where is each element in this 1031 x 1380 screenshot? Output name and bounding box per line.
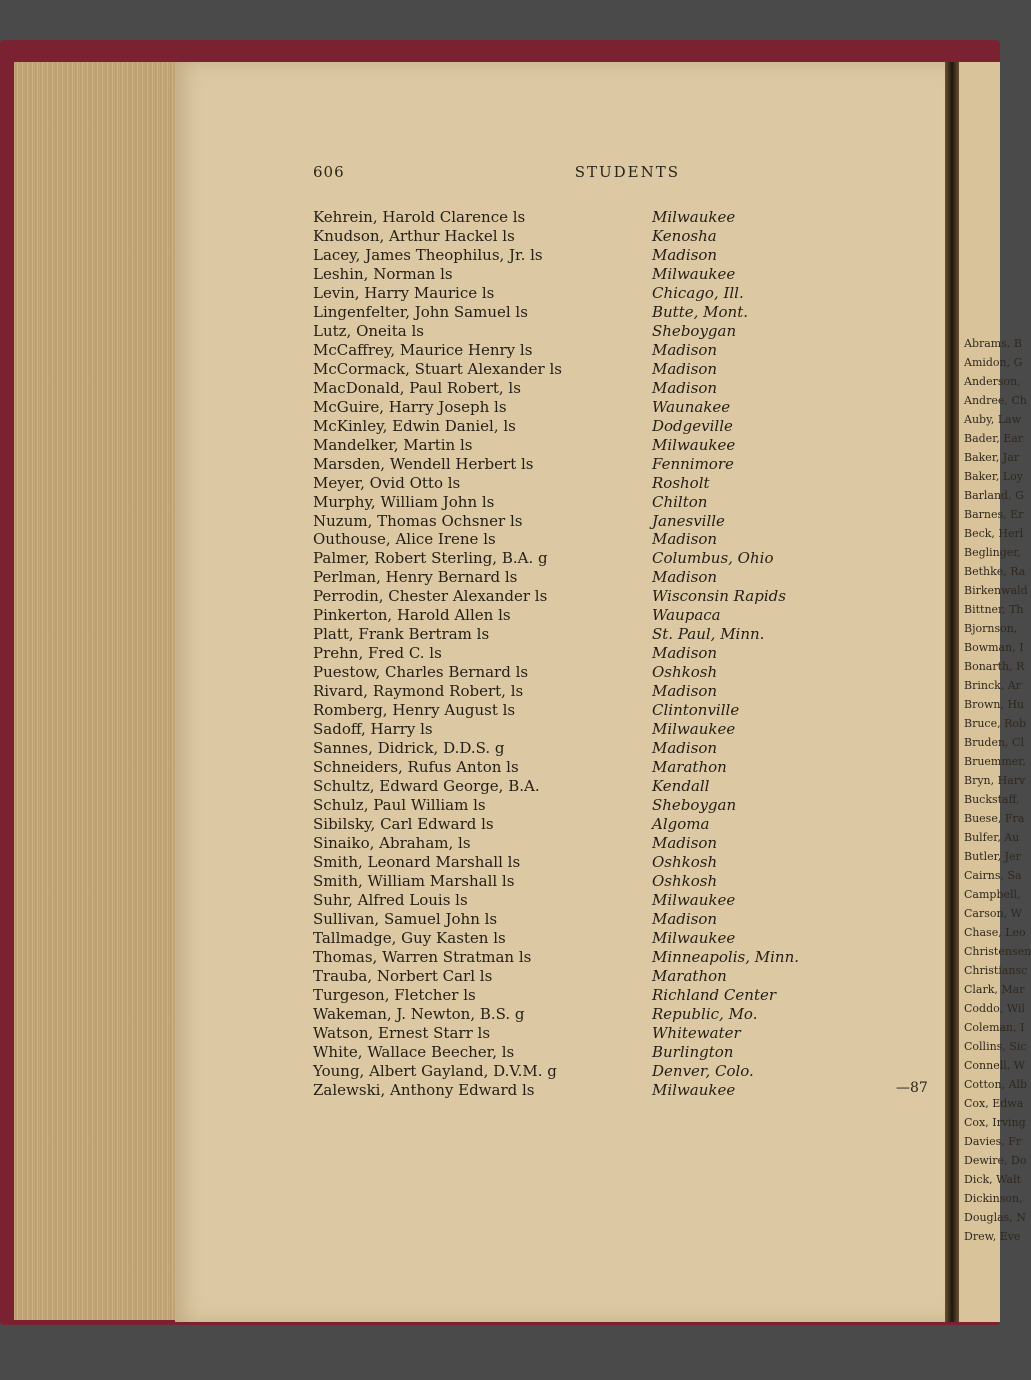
book-gutter xyxy=(945,62,959,1322)
next-page-name: Abrams, B xyxy=(964,337,1022,350)
next-page-name: Clark, Mar xyxy=(964,983,1025,996)
student-entry xyxy=(313,815,873,834)
student-hometown: Dodgeville xyxy=(652,416,733,435)
student-name: Smith, Leonard Marshall ls xyxy=(313,852,521,871)
student-hometown: Madison xyxy=(652,378,718,397)
student-name: Zalewski, Anthony Edward ls xyxy=(313,1080,535,1099)
next-page-name: Bonarth, R xyxy=(964,660,1025,673)
student-hometown: Madison xyxy=(652,739,718,758)
next-page-name: Bruemmer, xyxy=(964,755,1026,768)
next-page-name: Butler, Jer xyxy=(964,850,1021,863)
student-hometown: Oshkosh xyxy=(652,852,718,871)
page-header xyxy=(313,163,680,185)
student-hometown: Madison xyxy=(652,340,718,359)
student-hometown: Madison xyxy=(652,909,718,928)
student-hometown: Madison xyxy=(652,530,718,549)
student-name: Sullivan, Samuel John ls xyxy=(313,909,498,928)
next-page-name: Auby, Law xyxy=(964,413,1022,426)
next-page-name: Dewire, Do xyxy=(964,1154,1027,1167)
student-entry xyxy=(313,967,873,986)
student-entry xyxy=(313,246,873,265)
next-page-name: Bjornson, xyxy=(964,622,1018,635)
student-hometown: Madison xyxy=(652,682,718,701)
student-hometown: Madison xyxy=(652,833,718,852)
next-page-name: Bethke, Ra xyxy=(964,565,1026,578)
student-name: McGuire, Harry Joseph ls xyxy=(313,397,507,416)
student-entry xyxy=(313,493,873,512)
student-entry xyxy=(313,265,873,284)
student-hometown: Milwaukee xyxy=(652,720,736,739)
student-hometown: Burlington xyxy=(652,1042,734,1061)
student-name: Thomas, Warren Stratman ls xyxy=(313,947,532,966)
student-name: Perrodin, Chester Alexander ls xyxy=(313,587,548,606)
student-name: Puestow, Charles Bernard ls xyxy=(313,663,529,682)
student-entry xyxy=(313,606,873,625)
student-hometown: Sheboygan xyxy=(652,796,737,815)
next-page-name: Christiansc xyxy=(964,964,1028,977)
next-page-name: Bruce, Rob xyxy=(964,717,1027,730)
page-number: 606 xyxy=(313,163,345,181)
student-hometown: Algoma xyxy=(652,815,710,833)
student-hometown: Columbus, Ohio xyxy=(652,549,774,568)
section-title: STUDENTS xyxy=(574,163,680,181)
next-page-name: Barnes, Er xyxy=(964,508,1024,521)
student-entry xyxy=(313,853,873,872)
student-hometown: Chilton xyxy=(652,492,708,511)
student-hometown: Milwaukee xyxy=(652,264,736,283)
student-hometown: Kendall xyxy=(652,777,710,796)
student-entry xyxy=(313,303,873,322)
next-page-name: Coleman, I xyxy=(964,1021,1025,1034)
student-hometown: Milwaukee xyxy=(652,890,736,909)
student-name: Marsden, Wendell Herbert ls xyxy=(313,454,534,473)
student-entry xyxy=(313,777,873,796)
student-entry xyxy=(313,227,873,246)
next-page-name: Brown, Hu xyxy=(964,698,1025,711)
student-entry xyxy=(313,986,873,1005)
next-page-name: Bader, Ear xyxy=(964,432,1024,445)
student-entry xyxy=(313,587,873,606)
student-hometown: Butte, Mont. xyxy=(652,302,748,321)
student-name: Turgeson, Fletcher ls xyxy=(313,985,476,1004)
next-page-name: Bowman, I xyxy=(964,641,1024,654)
student-name: Prehn, Fred C. ls xyxy=(313,644,442,663)
student-name: Schulz, Paul William ls xyxy=(313,796,486,815)
next-page-name: Cox, Edwa xyxy=(964,1097,1024,1110)
student-entry xyxy=(313,455,873,474)
student-hometown: Waupaca xyxy=(652,606,721,625)
next-page-name: Cotton, Alb xyxy=(964,1078,1028,1091)
next-page-name: Bruden, Cl xyxy=(964,736,1024,749)
student-name: Meyer, Ovid Otto ls xyxy=(313,473,461,492)
student-hometown: Milwaukee xyxy=(652,435,736,454)
student-hometown: Republic, Mo. xyxy=(652,1004,758,1023)
student-name: Smith, William Marshall ls xyxy=(313,871,515,890)
student-entry xyxy=(313,1081,873,1100)
student-name: Pinkerton, Harold Allen ls xyxy=(313,606,511,625)
student-entry xyxy=(313,360,873,379)
next-page-name: Baker, Loy xyxy=(964,470,1024,483)
next-page-name: Coddo, Wil xyxy=(964,1002,1025,1015)
next-page-name: Drew, Eve xyxy=(964,1230,1021,1243)
student-entry xyxy=(313,644,873,663)
next-page-name: Bulfer, Au xyxy=(964,831,1020,844)
next-page-name: Dickinson, xyxy=(964,1192,1023,1205)
student-name: Outhouse, Alice Irene ls xyxy=(313,530,496,549)
student-entry xyxy=(313,758,873,777)
student-entry xyxy=(313,929,873,948)
student-hometown: Milwaukee xyxy=(652,208,736,226)
next-page-edge xyxy=(952,62,1031,1322)
student-name: Trauba, Norbert Carl ls xyxy=(313,966,493,985)
student-name: Mandelker, Martin ls xyxy=(313,435,473,454)
student-hometown: Madison xyxy=(652,359,718,378)
student-name: Nuzum, Thomas Ochsner ls xyxy=(313,511,523,530)
student-entry xyxy=(313,1062,873,1081)
next-page-name: Beglinger, xyxy=(964,546,1021,559)
student-name: Watson, Ernest Starr ls xyxy=(313,1023,491,1042)
student-entry xyxy=(313,341,873,360)
student-hometown: Janesville xyxy=(652,511,725,530)
student-name: MacDonald, Paul Robert, ls xyxy=(313,378,521,397)
student-entry xyxy=(313,663,873,682)
student-name: McCormack, Stuart Alexander ls xyxy=(313,359,562,378)
student-hometown: Oshkosh xyxy=(652,871,718,890)
student-hometown: Marathon xyxy=(652,966,727,985)
student-entry xyxy=(313,1005,873,1024)
student-hometown: Chicago, Ill. xyxy=(652,283,744,302)
student-entry xyxy=(313,398,873,417)
next-page-name: Campbell, xyxy=(964,888,1021,901)
student-name: Lutz, Oneita ls xyxy=(313,321,424,340)
student-entry xyxy=(313,512,873,531)
student-entry xyxy=(313,796,873,815)
next-page-name: Collins, Sic xyxy=(964,1040,1027,1053)
student-entry xyxy=(313,568,873,587)
student-hometown: Wisconsin Rapids xyxy=(652,587,786,606)
student-hometown: Whitewater xyxy=(652,1023,741,1042)
student-name: Knudson, Arthur Hackel ls xyxy=(313,226,515,245)
next-page-name: Cairns, Sa xyxy=(964,869,1022,882)
student-hometown: Minneapolis, Minn. xyxy=(652,947,800,966)
margin-note: —87 xyxy=(896,1080,928,1096)
next-page-name: Buese, Fra xyxy=(964,812,1025,825)
student-name: Romberg, Henry August ls xyxy=(313,701,516,720)
student-name: McCaffrey, Maurice Henry ls xyxy=(313,340,533,359)
student-name: Levin, Harry Maurice ls xyxy=(313,283,495,302)
next-page-name: Davies, Fr xyxy=(964,1135,1022,1148)
student-name: Kehrein, Harold Clarence ls xyxy=(313,208,526,226)
next-page-name: Chase, Leo xyxy=(964,926,1026,939)
next-page-name: Beck, Herl xyxy=(964,527,1024,540)
student-name: Murphy, William John ls xyxy=(313,492,495,511)
student-entry xyxy=(313,1024,873,1043)
student-name: Sannes, Didrick, D.D.S. g xyxy=(313,739,505,758)
student-entry xyxy=(313,910,873,929)
student-entry xyxy=(313,322,873,341)
student-hometown: Sheboygan xyxy=(652,321,737,340)
student-hometown: Marathon xyxy=(652,758,727,777)
student-entry xyxy=(313,720,873,739)
student-entry xyxy=(313,834,873,853)
next-page-name: Dick, Walt xyxy=(964,1173,1022,1186)
student-hometown: Milwaukee xyxy=(652,1080,736,1099)
student-hometown: Kenosha xyxy=(652,226,717,245)
next-page-name: Barland, G xyxy=(964,489,1024,502)
student-name: Sibilsky, Carl Edward ls xyxy=(313,815,494,833)
next-page-name: Christensen xyxy=(964,945,1031,958)
student-entry xyxy=(313,891,873,910)
student-hometown: Waunakee xyxy=(652,397,731,416)
student-hometown: Madison xyxy=(652,245,718,264)
student-hometown: Fennimore xyxy=(652,454,734,473)
student-entry xyxy=(313,549,873,568)
student-entry xyxy=(313,739,873,758)
next-page-name: Brinck, Ar xyxy=(964,679,1021,692)
student-hometown: Oshkosh xyxy=(652,663,718,682)
next-page-name: Baker, Jar xyxy=(964,451,1020,464)
student-hometown: Clintonville xyxy=(652,701,740,720)
student-hometown: Madison xyxy=(652,644,718,663)
next-page-name-list xyxy=(964,334,1031,1246)
student-entry xyxy=(313,417,873,436)
student-name: Palmer, Robert Sterling, B.A. g xyxy=(313,549,548,568)
student-name: Lingenfelter, John Samuel ls xyxy=(313,302,528,321)
student-name: Perlman, Henry Bernard ls xyxy=(313,568,518,587)
student-entry xyxy=(313,530,873,549)
next-page-name: Bittner, Th xyxy=(964,603,1024,616)
student-hometown: Milwaukee xyxy=(652,928,736,947)
student-name: McKinley, Edwin Daniel, ls xyxy=(313,416,516,435)
next-page-name: Cox, Irving xyxy=(964,1116,1026,1129)
student-name: Lacey, James Theophilus, Jr. ls xyxy=(313,245,543,264)
student-hometown: Rosholt xyxy=(652,473,710,492)
next-page-name: Anderson, xyxy=(964,375,1021,388)
student-name: Tallmadge, Guy Kasten ls xyxy=(313,928,506,947)
student-name: Platt, Frank Bertram ls xyxy=(313,625,490,644)
next-page-name: Carson, W xyxy=(964,907,1022,920)
student-entry xyxy=(313,682,873,701)
student-hometown: Denver, Colo. xyxy=(652,1061,754,1080)
next-page-name: Andree, Ch xyxy=(964,394,1027,407)
page-edges xyxy=(14,62,179,1320)
student-hometown: Richland Center xyxy=(652,985,777,1004)
student-list xyxy=(313,208,873,1100)
student-entry xyxy=(313,208,873,227)
student-name: White, Wallace Beecher, ls xyxy=(313,1042,515,1061)
student-entry xyxy=(313,284,873,303)
student-entry xyxy=(313,701,873,720)
next-page-name: Amidon, G xyxy=(964,356,1023,369)
student-name: Sinaiko, Abraham, ls xyxy=(313,833,471,852)
student-entry xyxy=(313,872,873,891)
student-entry xyxy=(313,1043,873,1062)
student-name: Young, Albert Gayland, D.V.M. g xyxy=(313,1061,557,1080)
student-name: Rivard, Raymond Robert, ls xyxy=(313,682,524,701)
student-name: Sadoff, Harry ls xyxy=(313,720,433,739)
next-page-name: Connell, W xyxy=(964,1059,1026,1072)
next-page-name: Birkenwald xyxy=(964,584,1028,597)
student-entry xyxy=(313,474,873,493)
student-hometown: Madison xyxy=(652,568,718,587)
student-name: Leshin, Norman ls xyxy=(313,264,453,283)
student-entry xyxy=(313,625,873,644)
next-page-name: Douglas, N xyxy=(964,1211,1026,1224)
next-page-name: Buckstaff, xyxy=(964,793,1020,806)
next-page-name: Bryn, Harv xyxy=(964,774,1026,787)
student-name: Schneiders, Rufus Anton ls xyxy=(313,758,519,777)
student-name: Suhr, Alfred Louis ls xyxy=(313,890,468,909)
student-hometown: St. Paul, Minn. xyxy=(652,625,765,644)
student-entry xyxy=(313,436,873,455)
student-name: Schultz, Edward George, B.A. xyxy=(313,777,540,796)
student-name: Wakeman, J. Newton, B.S. g xyxy=(313,1004,525,1023)
student-entry xyxy=(313,948,873,967)
student-entry xyxy=(313,379,873,398)
